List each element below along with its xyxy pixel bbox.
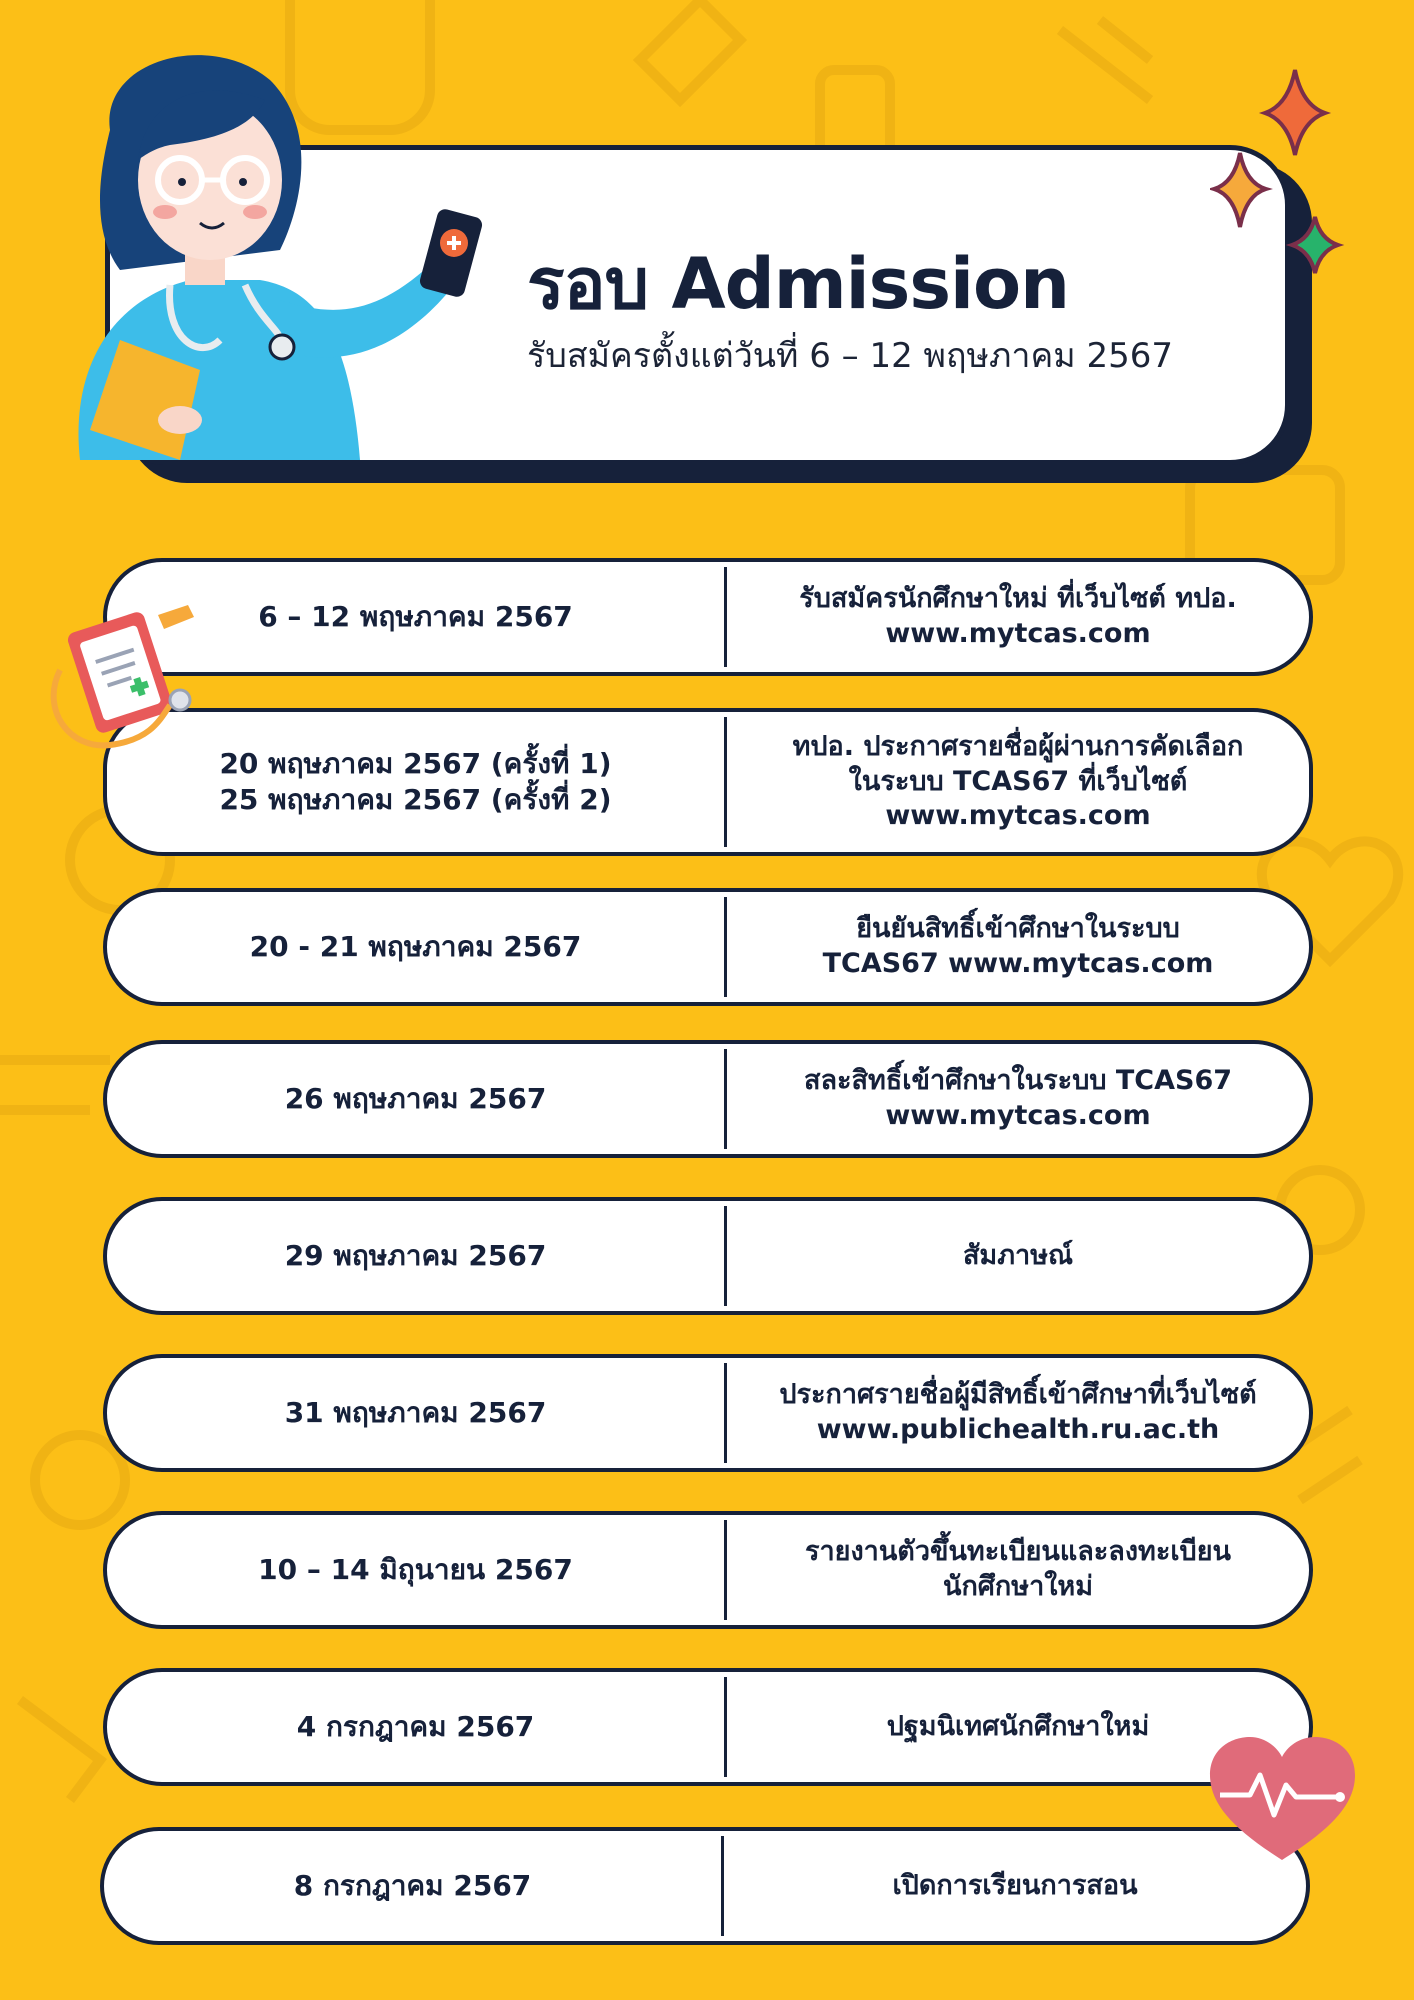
heart-pulse-icon <box>1205 1735 1360 1865</box>
schedule-description: เปิดการเรียนการสอน <box>892 1869 1138 1901</box>
schedule-description: สัมภาษณ์ <box>962 1239 1074 1271</box>
schedule-description: สละสิทธิ์เข้าศึกษาในระบบ TCAS67 www.mytcas.com <box>803 1065 1233 1131</box>
schedule-date: 10 – 14 มิถุนายน 2567 <box>258 1553 573 1587</box>
schedule-date: 8 กรกฎาคม 2567 <box>293 1869 532 1903</box>
schedule-row <box>103 708 1313 856</box>
sparkle-icon <box>1210 65 1355 275</box>
page-subtitle: รับสมัครตั้งแต่วันที่ 6 – 12 พฤษภาคม 2567 <box>527 336 1173 376</box>
schedule-description: ยืนยันสิทธิ์เข้าศึกษาในระบบ TCAS67 www.mytcas.com <box>822 913 1214 979</box>
schedule-date: 29 พฤษภาคม 2567 <box>284 1239 547 1273</box>
schedule-row <box>103 1511 1313 1629</box>
schedule-row <box>103 888 1313 1006</box>
page-title: รอบ Admission <box>527 243 1069 325</box>
nurse-illustration <box>50 40 510 500</box>
schedule-description: ทปอ. ประกาศรายชื่อผู้ผ่านการคัดเลือก ในระบบ TCAS67 ที่เว็บไซต์ www.mytcas.com <box>792 731 1244 832</box>
schedule-description: ปฐมนิเทศนักศึกษาใหม่ <box>886 1710 1150 1742</box>
schedule-description: ประกาศรายชื่อผู้มีสิทธิ์เข้าศึกษาที่เว็บไซต์ www.publichealth.ru.ac.th <box>779 1379 1257 1445</box>
schedule-row <box>100 1827 1310 1945</box>
schedule-row <box>103 1197 1313 1315</box>
schedule-date: 6 – 12 พฤษภาคม 2567 <box>258 600 573 634</box>
schedule-row <box>103 1040 1313 1158</box>
schedule-row <box>103 1354 1313 1472</box>
schedule-row <box>103 558 1313 676</box>
schedule-date: 20 พฤษภาคม 2567 (ครั้งที่ 1) 25 พฤษภาคม 2567 (ครั้งที่ 2) <box>219 747 612 816</box>
schedule-row <box>103 1668 1313 1786</box>
schedule-description: รับสมัครนักศึกษาใหม่ ที่เว็บไซต์ ทปอ. www.mytcas.com <box>799 583 1237 649</box>
schedule-date: 20 - 21 พฤษภาคม 2567 <box>249 930 582 964</box>
schedule-date: 31 พฤษภาคม 2567 <box>284 1396 547 1430</box>
schedule-description: รายงานตัวขึ้นทะเบียนและลงทะเบียน นักศึกษาใหม่ <box>805 1536 1231 1602</box>
schedule-date: 26 พฤษภาคม 2567 <box>284 1082 547 1116</box>
schedule-date: 4 กรกฎาคม 2567 <box>296 1710 535 1744</box>
clipboard-icon <box>40 600 210 770</box>
